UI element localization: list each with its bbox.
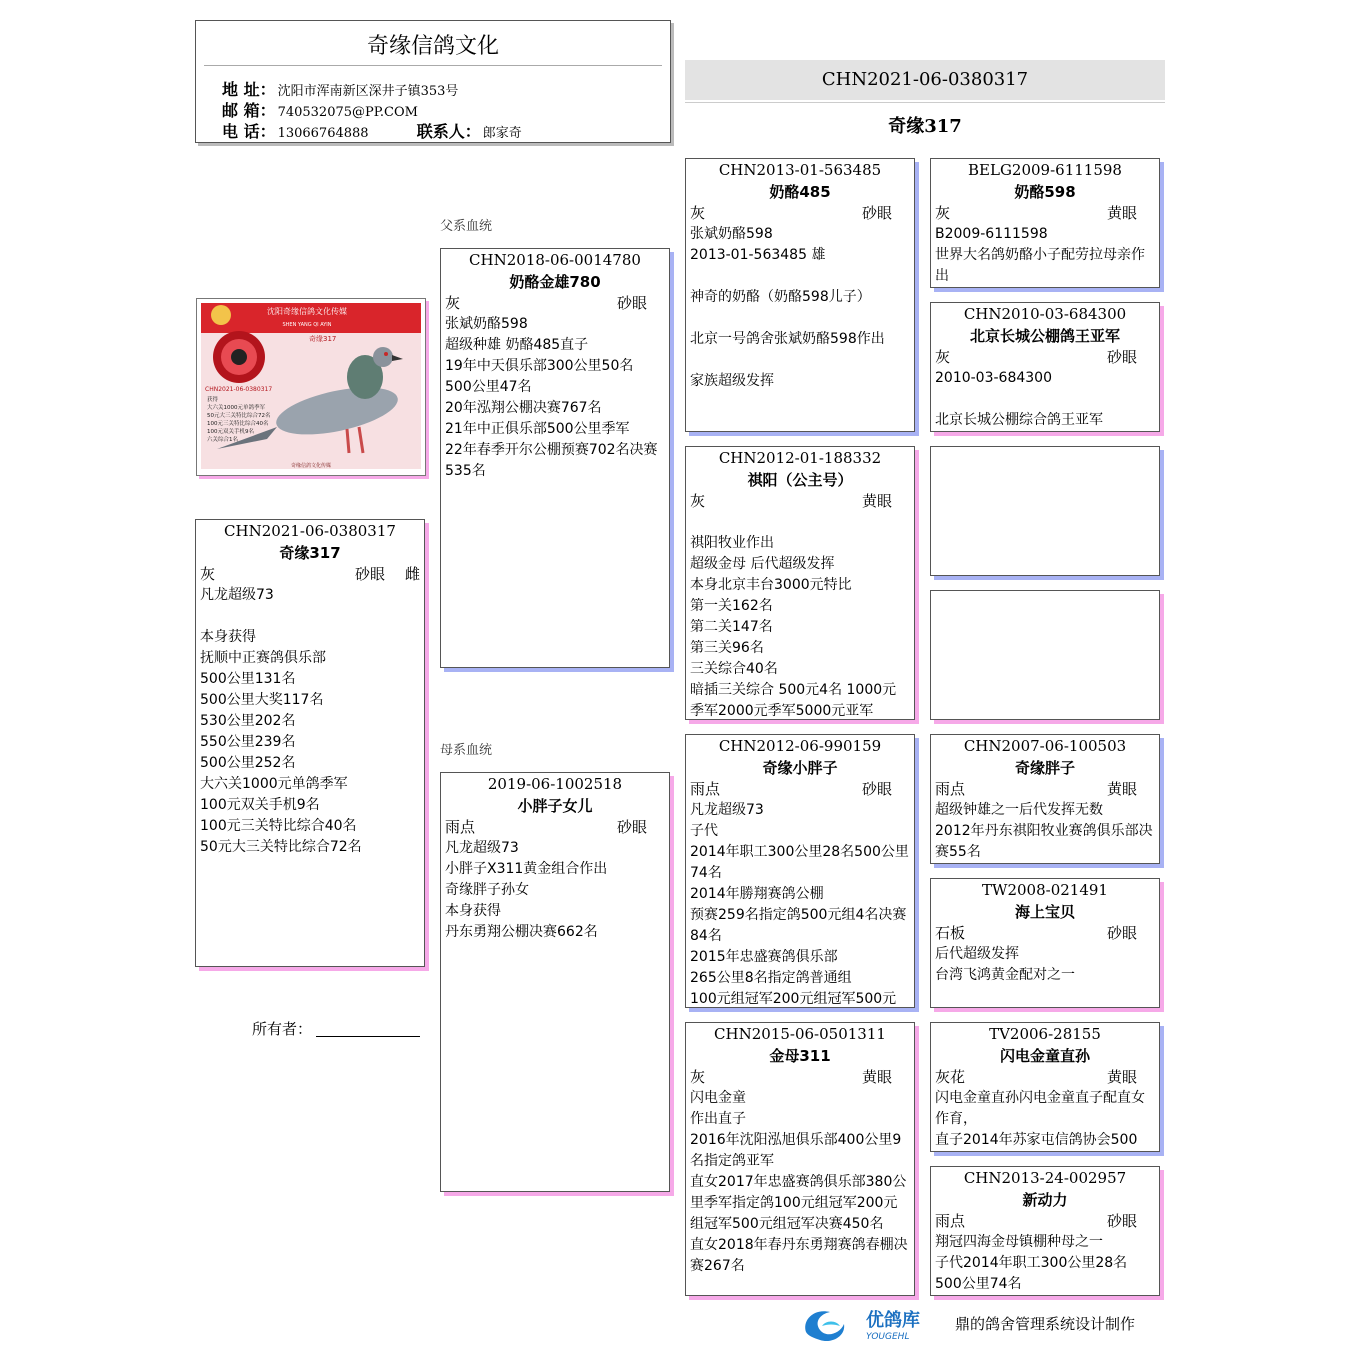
dss-color: 雨点 bbox=[935, 780, 966, 798]
club-title: 奇缘信鸽文化 bbox=[366, 34, 499, 59]
ds-line: 2015年忠盛赛鸽俱乐部 bbox=[690, 949, 838, 965]
pigeon-photo-image bbox=[197, 299, 425, 475]
photo-line-2: 50元大三关特比综合72名 bbox=[207, 413, 271, 419]
subject-color-row bbox=[196, 564, 424, 585]
sd-line: 超级金母 后代超级发挥 bbox=[690, 556, 835, 572]
contact-value: 郎家奇 bbox=[482, 126, 522, 141]
ddd-line: 500公里74名 bbox=[935, 1276, 1022, 1292]
subject-ring: CHN2021-06-0380317 bbox=[224, 522, 396, 540]
ss-line bbox=[686, 308, 914, 329]
sss-name: 奶酪598 bbox=[1014, 183, 1076, 201]
footer-credit: 鼎的鸽舍管理系统设计制作 bbox=[955, 1315, 1136, 1333]
sire-line: 20年泓翔公棚决赛767名 bbox=[445, 400, 602, 416]
ddd-line: 子代2014年职工300公里28名 bbox=[935, 1255, 1128, 1271]
ss-line bbox=[686, 350, 914, 371]
dam-ring: 2019-06-1002518 bbox=[487, 775, 623, 793]
ss-line: 家族超级发挥 bbox=[690, 373, 774, 389]
ssd-ring: CHN2010-03-684300 bbox=[963, 305, 1127, 323]
sire-line: 张斌奶酪598 bbox=[445, 316, 528, 332]
subject-line: 530公里202名 bbox=[200, 713, 296, 729]
sd-line: 第一关162名 bbox=[690, 598, 773, 614]
dss-line: 2012年丹东祺阳牧业赛鸽俱乐部决赛55名 bbox=[935, 823, 1153, 860]
dsd-line: 后代超级发挥 bbox=[935, 946, 1019, 962]
phone-label: 电 话： bbox=[222, 122, 276, 141]
phone-row bbox=[222, 119, 522, 142]
dds-eye: 黄眼 bbox=[1106, 1068, 1137, 1086]
ds-line: 2014年勝翔赛鸽公棚 bbox=[690, 886, 824, 902]
dsd-ring: TW2008-021491 bbox=[982, 881, 1108, 899]
subject-line: 550公里239名 bbox=[200, 734, 296, 750]
sss-eye: 黄眼 bbox=[1106, 204, 1137, 222]
subject-line: 本身获得 bbox=[200, 629, 256, 645]
dss-color-row bbox=[931, 779, 1159, 800]
dds-card bbox=[930, 1022, 1160, 1152]
photo-line-4: 100元双关手机9名 bbox=[207, 429, 254, 435]
ddd-card bbox=[930, 1166, 1160, 1296]
sd-line: 祺阳牧业作出 bbox=[690, 535, 774, 551]
ddd-line: 翔冠四海金母镇棚种母之一 bbox=[935, 1234, 1103, 1250]
sire-section-label: 父系血统 bbox=[440, 219, 493, 234]
ds-color: 雨点 bbox=[690, 780, 721, 798]
dss-name: 奇缘胖子 bbox=[1014, 759, 1075, 777]
dds-ring: TV2006-28155 bbox=[989, 1025, 1101, 1043]
ss-line: 神奇的奶酪（奶酪598儿子） bbox=[690, 289, 871, 305]
sire-line: 19年中天俱乐部300公里50名 bbox=[445, 358, 634, 374]
sd-color-row bbox=[686, 491, 914, 512]
ds-line: 预赛259名指定鸽500元组4名决赛84名 bbox=[690, 907, 907, 944]
dd-name: 金母311 bbox=[769, 1047, 831, 1065]
dsd-name: 海上宝贝 bbox=[1014, 903, 1075, 921]
ddd-ring: CHN2013-24-002957 bbox=[963, 1169, 1127, 1187]
sss-color-row bbox=[931, 203, 1159, 224]
sd-line: 三关综合40名 bbox=[690, 661, 778, 677]
dam-color: 雨点 bbox=[445, 818, 476, 836]
subject-line: 100元三关特比综合40名 bbox=[200, 818, 357, 834]
photo-caption-bottom: 奇缘信鸽文化传媒 bbox=[290, 463, 332, 469]
banner-name: 奇缘317 bbox=[888, 116, 962, 137]
dd-color: 灰 bbox=[690, 1068, 706, 1086]
sd-name: 祺阳（公主号） bbox=[747, 471, 853, 489]
subject-line: 500公里252名 bbox=[200, 755, 296, 771]
dd-ring: CHN2015-06-0501311 bbox=[714, 1025, 886, 1043]
club-header bbox=[195, 20, 671, 143]
sdd-card-empty bbox=[930, 590, 1160, 720]
ds-line: 265公里8名指定鸽普通组 bbox=[690, 970, 852, 986]
dam-dam-card bbox=[685, 1022, 915, 1296]
sire-dam-card bbox=[685, 446, 915, 720]
dss-ring: CHN2007-06-100503 bbox=[963, 737, 1127, 755]
subject-line: 100元双关手机9名 bbox=[200, 797, 320, 813]
ss-eye: 砂眼 bbox=[861, 204, 892, 222]
sd-line: 第二关147名 bbox=[690, 619, 773, 635]
sire-card bbox=[440, 248, 670, 668]
header-divider bbox=[204, 65, 662, 66]
dam-card bbox=[440, 772, 670, 1192]
dam-eye: 砂眼 bbox=[616, 818, 647, 836]
sire-line: 21年中正俱乐部500公里季军 bbox=[445, 421, 630, 437]
ds-color-row bbox=[686, 779, 914, 800]
ssd-line: 2010-03-684300 bbox=[935, 370, 1052, 386]
ssd-line: 北京长城公棚综合鸽王亚军 bbox=[935, 412, 1103, 428]
dd-color-row bbox=[686, 1067, 914, 1088]
photo-line-1: 大六关1000元单鸽季军 bbox=[207, 405, 265, 411]
subject-name: 奇缘317 bbox=[279, 544, 341, 562]
dam-section-label: 母系血统 bbox=[440, 743, 493, 758]
ssd-color-row bbox=[931, 347, 1159, 368]
ds-ring: CHN2012-06-990159 bbox=[718, 737, 882, 755]
sd-line: 本身北京丰台3000元特比 bbox=[690, 577, 852, 593]
sire-line: 500公里47名 bbox=[445, 379, 532, 395]
yougeku-logo bbox=[800, 1302, 940, 1348]
email-value: 740532075@PP.COM bbox=[277, 105, 418, 120]
sire-line: 超级种雄 奶酪485直子 bbox=[445, 337, 589, 353]
dsd-card bbox=[930, 878, 1160, 1008]
sire-name: 奶酪金雄780 bbox=[509, 273, 601, 291]
ssd-line bbox=[931, 389, 1159, 410]
ds-line: 100元组冠军200元组冠军500元 bbox=[690, 991, 897, 1007]
ss-ring: CHN2013-01-563485 bbox=[718, 161, 882, 179]
photo-bird-name: 奇缘317 bbox=[309, 335, 337, 343]
sire-eye: 砂眼 bbox=[616, 294, 647, 312]
phone-value: 13066764888 bbox=[277, 126, 369, 141]
photo-line-0: 获得 bbox=[207, 397, 219, 403]
dds-line: 闪电金童直孙闪电金童直子配直女作育， bbox=[935, 1090, 1145, 1127]
dd-line: 直女2017年忠盛赛鸽俱乐部380公里季军指定鸽100元组冠军200元组冠军500元组冠军决赛450名 bbox=[690, 1174, 907, 1232]
ddd-eye: 砂眼 bbox=[1106, 1212, 1137, 1230]
sd-line bbox=[686, 512, 914, 533]
subject-line: 凡龙超级73 bbox=[200, 587, 274, 603]
photo-line-3: 100元三关特比综合40名 bbox=[207, 421, 269, 427]
dd-line: 闪电金童 bbox=[690, 1090, 746, 1106]
footer-brand: 优鸽库 bbox=[866, 1310, 920, 1331]
dam-line: 本身获得 bbox=[445, 903, 501, 919]
ss-line bbox=[686, 266, 914, 287]
dsd-color: 石板 bbox=[935, 924, 966, 942]
address-label: 地 址： bbox=[222, 80, 276, 99]
sss-card bbox=[930, 158, 1160, 288]
dam-color-row bbox=[441, 817, 669, 838]
sss-line: 世界大名鸽奶酪小子配劳拉母亲作出 bbox=[935, 247, 1145, 284]
dd-line: 直女2018年春丹东勇翔赛鸽春棚决赛267名 bbox=[690, 1237, 908, 1274]
sd-eye: 黄眼 bbox=[861, 492, 892, 510]
ds-line: 2014年职工300公里28名500公里74名 bbox=[690, 844, 909, 881]
dd-line: 作出直子 bbox=[690, 1111, 746, 1127]
ss-line: 北京一号鸽舍张斌奶酪598作出 bbox=[690, 331, 885, 347]
dds-name: 闪电金童直孙 bbox=[999, 1047, 1090, 1065]
address-row bbox=[222, 77, 458, 100]
sss-color: 灰 bbox=[935, 204, 951, 222]
ss-line: 张斌奶酪598 bbox=[690, 226, 773, 242]
dam-line: 奇缘胖子孙女 bbox=[445, 882, 529, 898]
dd-line: 2016年沈阳泓旭俱乐部400公里9名指定鸽亚军 bbox=[690, 1132, 902, 1169]
photo-caption-top: 沈阳奇缘信鸽文化传媒 bbox=[267, 307, 347, 316]
ssd-eye: 砂眼 bbox=[1106, 348, 1137, 366]
dss-line: 超级钟雄之一后代发挥无数 bbox=[935, 802, 1103, 818]
bird-swirl-icon bbox=[800, 1302, 940, 1344]
ss-name: 奶酪485 bbox=[769, 183, 831, 201]
owner-label: 所有者： bbox=[252, 1020, 313, 1038]
dss-card bbox=[930, 734, 1160, 864]
subject-line: 50元大三关特比综合72名 bbox=[200, 839, 362, 855]
subject-line: 500公里大奖117名 bbox=[200, 692, 324, 708]
email-row bbox=[222, 98, 418, 121]
ds-eye: 砂眼 bbox=[861, 780, 892, 798]
dds-line: 直子2014年苏家屯信鸽协会500 bbox=[935, 1132, 1138, 1148]
dam-line: 小胖子X311黄金组合作出 bbox=[445, 861, 608, 877]
subject-color: 灰 bbox=[200, 565, 216, 583]
ss-color-row bbox=[686, 203, 914, 224]
dsd-eye: 砂眼 bbox=[1106, 924, 1137, 942]
subject-sex: 雌 bbox=[404, 565, 420, 583]
ds-name: 奇缘小胖子 bbox=[762, 759, 838, 777]
sss-line: B2009-6111598 bbox=[935, 226, 1048, 242]
sire-color: 灰 bbox=[445, 294, 461, 312]
ss-line: 2013-01-563485 雄 bbox=[690, 247, 826, 263]
owner-blank-line bbox=[316, 1036, 420, 1037]
dss-eye: 黄眼 bbox=[1106, 780, 1137, 798]
sire-sire-card bbox=[685, 158, 915, 432]
sd-color: 灰 bbox=[690, 492, 706, 510]
sire-line: 22年春季开尔公棚预赛702名决赛535名 bbox=[445, 442, 658, 479]
photo-line-5: 六关综合1名 bbox=[207, 437, 238, 443]
ds-line: 凡龙超级73 bbox=[690, 802, 764, 818]
dds-color-row bbox=[931, 1067, 1159, 1088]
banner-divider bbox=[685, 102, 1165, 103]
dam-line: 丹东勇翔公棚决赛662名 bbox=[445, 924, 598, 940]
subject-line: 抚顺中正赛鸽俱乐部 bbox=[200, 650, 326, 666]
dam-name: 小胖子女儿 bbox=[517, 797, 593, 815]
ssd-name: 北京长城公棚鸽王亚军 bbox=[969, 327, 1120, 345]
subject-line: 500公里131名 bbox=[200, 671, 296, 687]
photo-caption-sub: SHEN YANG QI AYIN bbox=[282, 322, 332, 328]
ssd-card bbox=[930, 302, 1160, 432]
dsd-line: 台湾飞鸿黄金配对之一 bbox=[935, 967, 1075, 983]
photo-ring: CHN2021-06-0380317 bbox=[205, 386, 273, 393]
footer-brand-en: YOUGEHL bbox=[866, 1332, 910, 1342]
contact-label: 联系人： bbox=[416, 122, 481, 141]
subject-eye: 砂眼 bbox=[354, 565, 385, 583]
subject-line: 大六关1000元单鸽季军 bbox=[200, 776, 348, 792]
dam-sire-card bbox=[685, 734, 915, 1008]
ssd-color: 灰 bbox=[935, 348, 951, 366]
dds-color: 灰花 bbox=[935, 1068, 966, 1086]
sds-card-empty bbox=[930, 446, 1160, 576]
sd-line: 暗插三关综合 500元4名 1000元季军2000元季军5000元亚军 bbox=[690, 682, 897, 719]
ss-color: 灰 bbox=[690, 204, 706, 222]
dsd-color-row bbox=[931, 923, 1159, 944]
address-value: 沈阳市浑南新区深井子镇353号 bbox=[277, 84, 459, 99]
dd-eye: 黄眼 bbox=[861, 1068, 892, 1086]
subject-line bbox=[196, 606, 424, 627]
pigeon-photo bbox=[196, 298, 426, 476]
subject-card bbox=[195, 519, 425, 967]
ddd-name: 新动力 bbox=[1022, 1191, 1068, 1209]
banner-ring: CHN2021-06-0380317 bbox=[685, 60, 1165, 100]
sd-ring: CHN2012-01-188332 bbox=[718, 449, 882, 467]
ddd-color-row bbox=[931, 1211, 1159, 1232]
sire-color-row bbox=[441, 293, 669, 314]
dam-line: 凡龙超级73 bbox=[445, 840, 519, 856]
sss-ring: BELG2009-6111598 bbox=[968, 161, 1122, 179]
ddd-color: 雨点 bbox=[935, 1212, 966, 1230]
sire-ring: CHN2018-06-0014780 bbox=[469, 251, 641, 269]
sd-line: 第三关96名 bbox=[690, 640, 764, 656]
email-label: 邮 箱： bbox=[222, 101, 276, 120]
ds-line: 子代 bbox=[690, 823, 718, 839]
